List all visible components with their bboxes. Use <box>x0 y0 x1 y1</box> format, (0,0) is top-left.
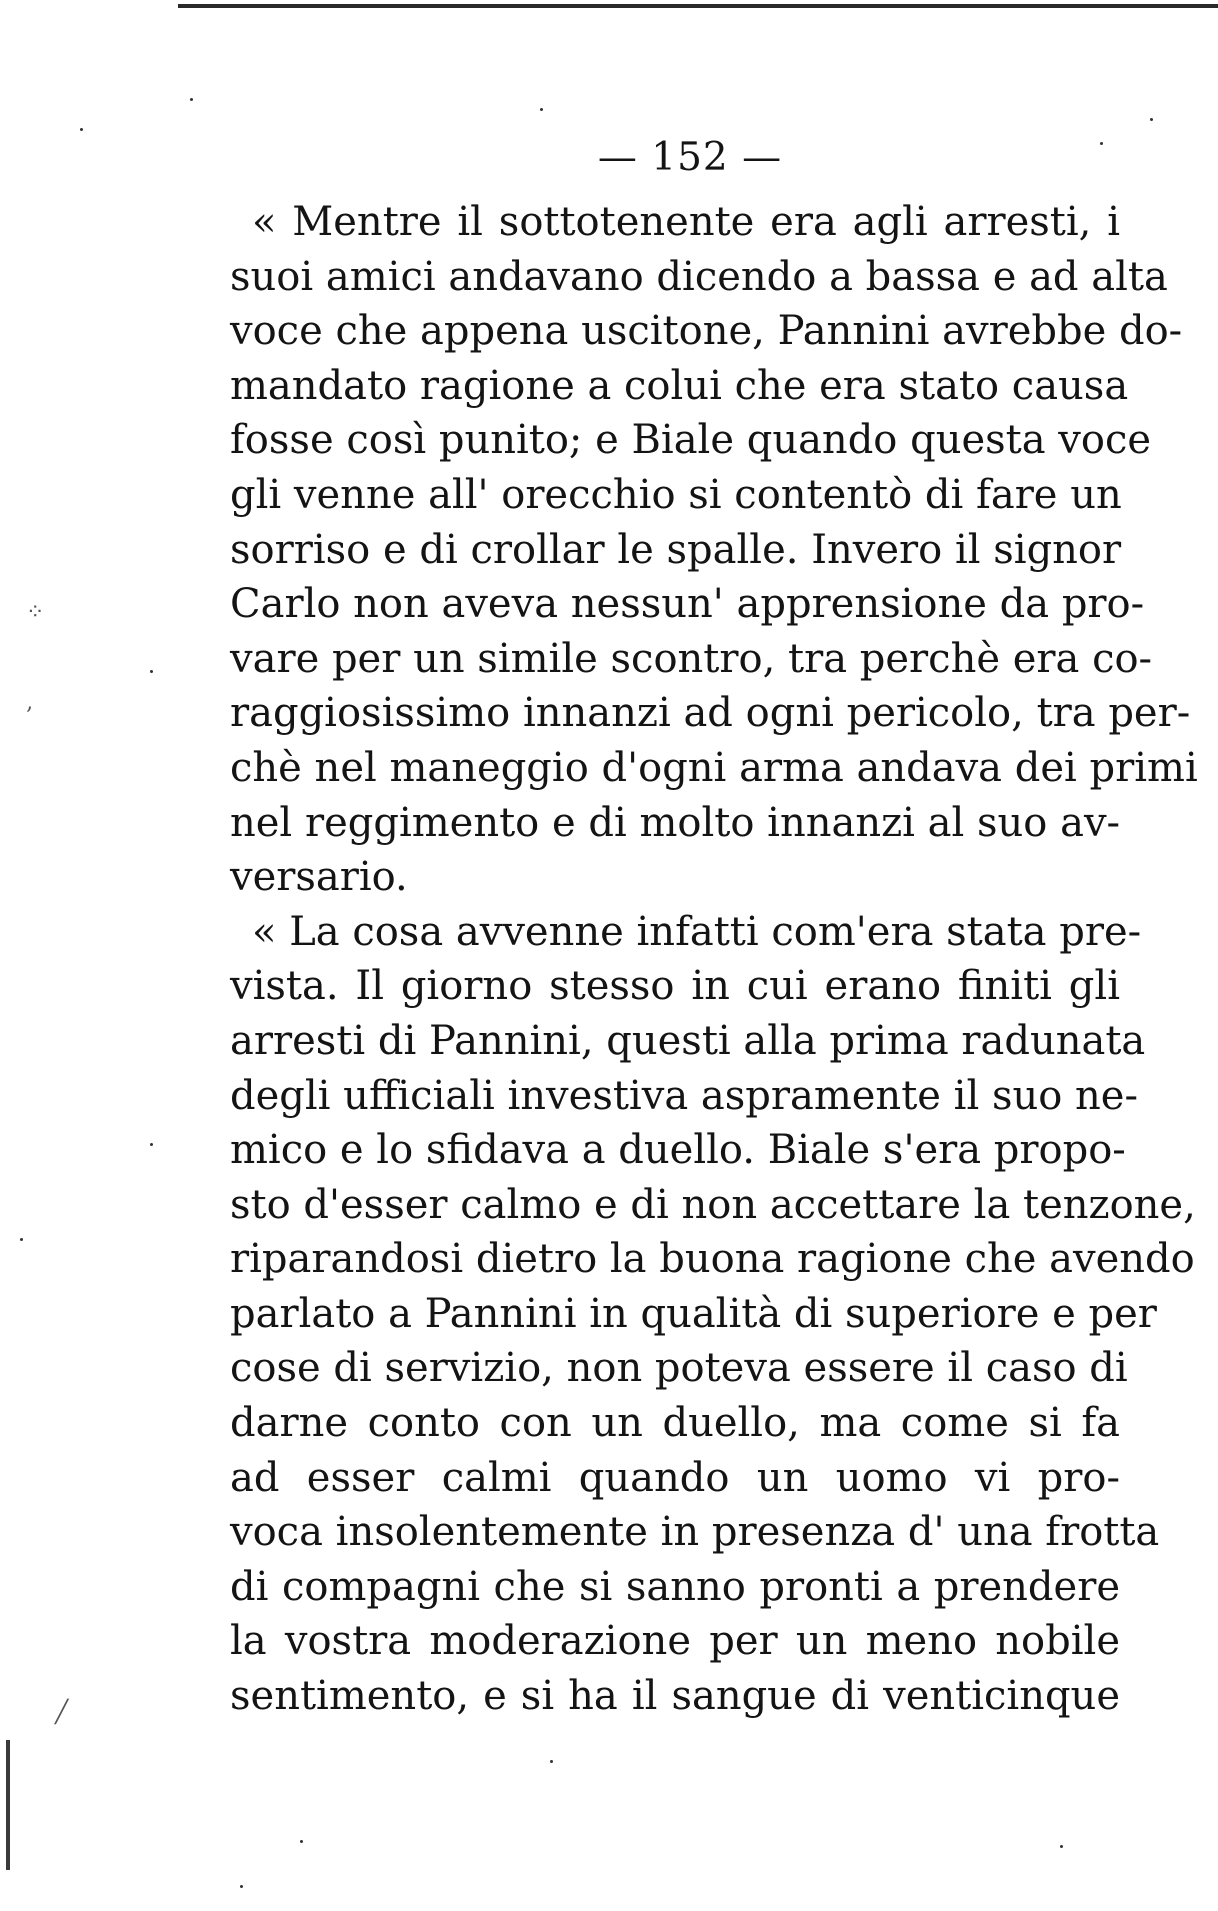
paragraph-1 <box>230 195 1198 905</box>
text-line: cose di servizio, non poteva essere il caso di <box>230 1345 1128 1392</box>
text-line: « La cosa avvenne infatti com'era stata pre- <box>252 908 1142 955</box>
text-line: di compagni che si sanno pronti a prendere <box>230 1563 1120 1610</box>
scan-speck <box>1060 1845 1063 1848</box>
text-line: Carlo non aveva nessun' apprensione da pro- <box>230 581 1145 628</box>
scan-speck <box>80 128 83 131</box>
text-line: fosse così punito; e Biale quando questa voce <box>230 417 1152 464</box>
body-text <box>230 195 1198 1724</box>
scan-speck <box>550 1760 553 1763</box>
text-line: suoi amici andavano dicendo a bassa e ad alta <box>230 253 1168 300</box>
top-edge-rule <box>178 4 1218 8</box>
scan-speck <box>1150 118 1153 121</box>
scan-speck <box>240 1885 243 1888</box>
scan-speck <box>150 1143 153 1146</box>
scan-speck <box>300 1840 303 1843</box>
text-line: vista. Il giorno stesso in cui erano finiti gli <box>230 963 1120 1010</box>
paragraph-2 <box>230 905 1196 1724</box>
text-line: versario. <box>230 854 408 901</box>
text-line: vare per un simile scontro, tra perchè era co- <box>230 635 1153 682</box>
text-line: sto d'esser calmo e di non accettare la tenzone, <box>230 1181 1196 1228</box>
scan-speck <box>190 98 193 101</box>
scan-mark: ⁘ <box>26 600 45 625</box>
text-line: darne conto con un duello, ma come si fa <box>230 1400 1120 1447</box>
text-line: chè nel maneggio d'ogni arma andava dei primi <box>230 744 1198 791</box>
text-line: sorriso e di crollar le spalle. Invero il signor <box>230 526 1122 573</box>
text-line: sentimento, e si ha il sangue di venticinque <box>230 1673 1120 1720</box>
text-line: « Mentre il sottotenente era agli arresti, i <box>252 199 1120 245</box>
scan-edge <box>6 1740 10 1870</box>
text-line: mico e lo sfidava a duello. Biale s'era propo- <box>230 1127 1126 1174</box>
text-line: nel reggimento e di molto innanzi al suo av- <box>230 799 1121 846</box>
scan-speck <box>540 108 543 111</box>
scan-speck <box>1100 142 1103 145</box>
text-line: la vostra moderazione per un meno nobile <box>230 1618 1120 1665</box>
scan-mark: ╱ <box>55 1700 69 1725</box>
text-line: degli ufficiali investiva aspramente il suo ne- <box>230 1072 1138 1119</box>
text-line: raggiosissimo innanzi ad ogni pericolo, tra per- <box>230 690 1191 737</box>
text-line: voce che appena uscitone, Pannini avrebbe do- <box>230 308 1183 355</box>
text-line: mandato ragione a colui che era stato causa <box>230 362 1129 409</box>
text-line: gli venne all' orecchio si contentò di fare un <box>230 471 1122 518</box>
page-number: — 152 — <box>597 135 783 180</box>
scan-mark: ‚ <box>26 690 33 715</box>
text-line: arresti di Pannini, questi alla prima radunata <box>230 1017 1146 1064</box>
scan-speck <box>150 670 153 673</box>
text-line: ad esser calmi quando un uomo vi pro- <box>230 1454 1120 1501</box>
text-line: parlato a Pannini in qualità di superiore e per <box>230 1290 1157 1337</box>
scan-speck <box>20 1238 23 1241</box>
text-line: voca insolentemente in presenza d' una frotta <box>230 1509 1160 1556</box>
text-line: riparandosi dietro la buona ragione che avendo <box>230 1236 1195 1283</box>
